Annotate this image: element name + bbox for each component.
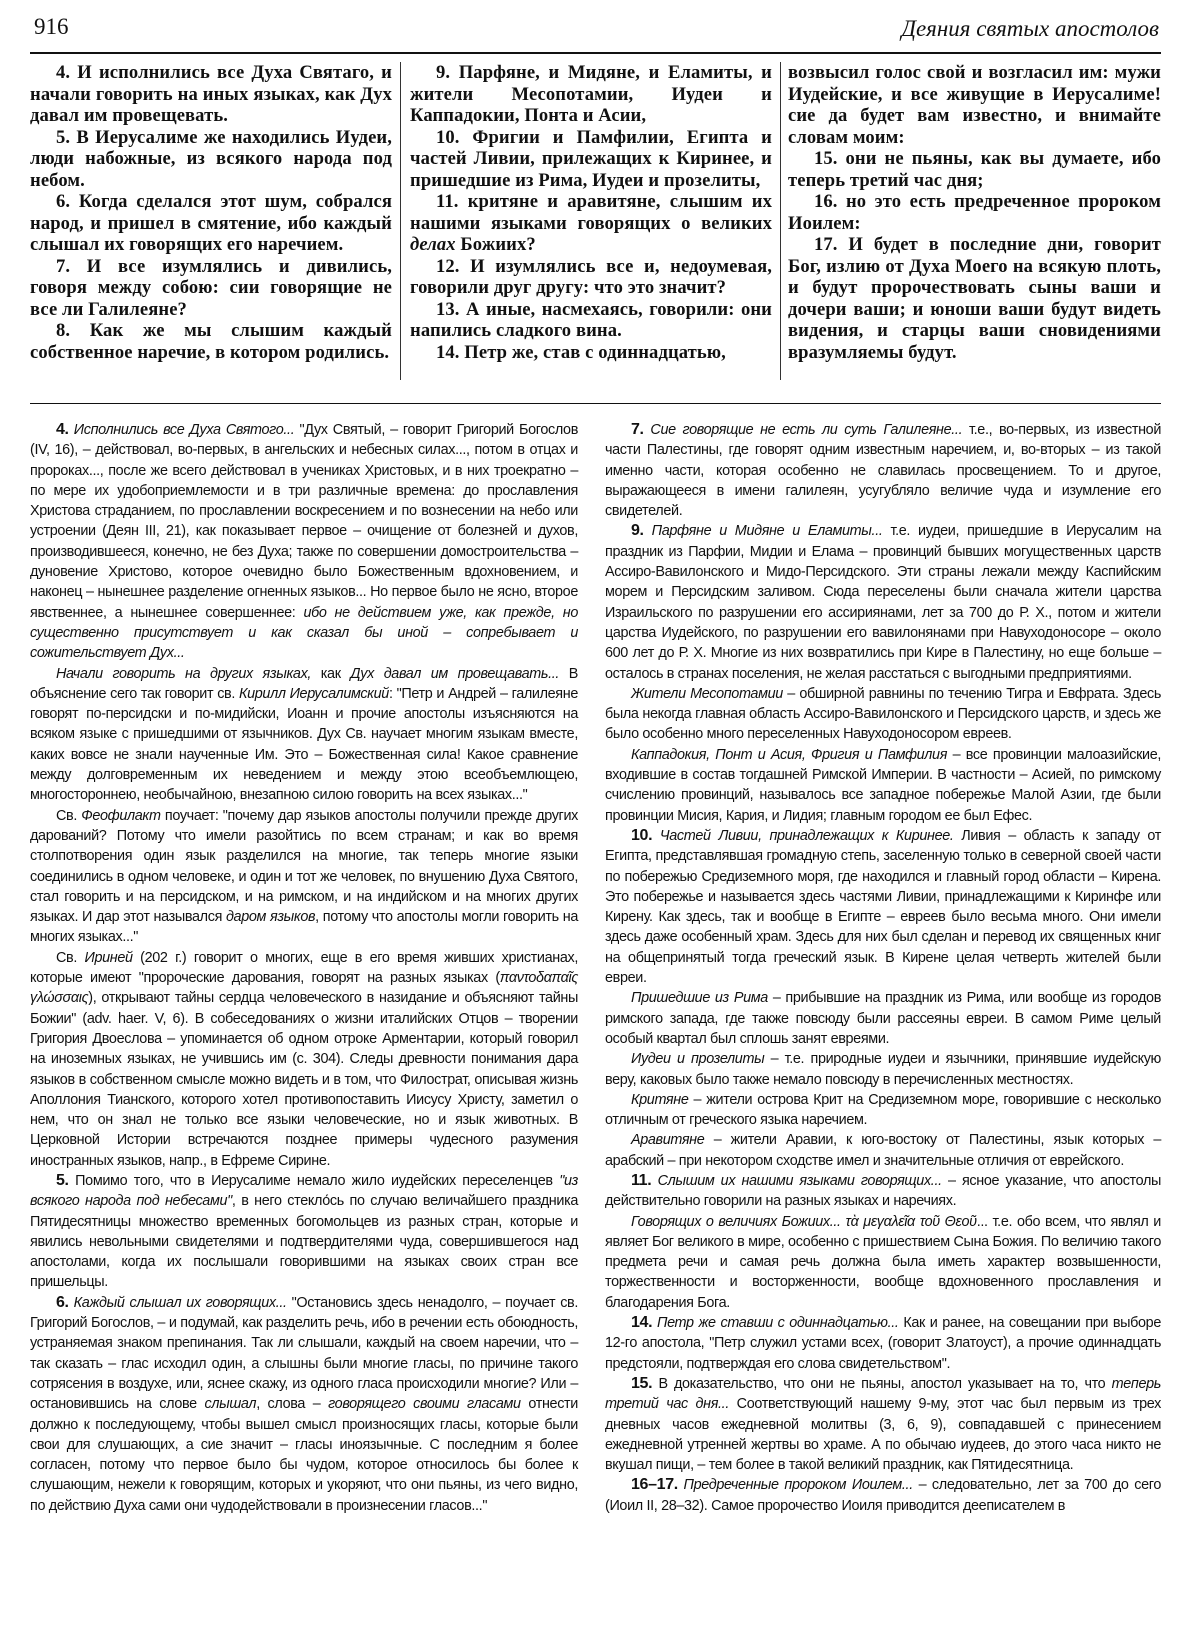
comment-emphasis: говорящего своими гласами	[328, 1396, 521, 1413]
comment-num: 9.	[631, 522, 644, 540]
author-name: Феофилакт	[81, 807, 161, 824]
verse-11-end: Божиих?	[460, 234, 536, 255]
comment-num: 11.	[631, 1171, 652, 1189]
comment-text: т.е. иудеи, пришедшие в Иерусалим на праздник из Парфии, Мидии и Елама – провинций бывших могущественных царств Ассиро-Вавилонского и Мидо-Персидского. Эти страны лежали между Каспийским морем и Персидским заливом. Сюда переселены были сначала жители царства Израильского по разрушении его ассириянами, лет за 700 до Р. Х., потом и жители царства Иудейского, по разрушении его вавилонянами при Навуходоносоре – около 600 лет до Р. Х. Многие из них возвратились при Кире в Палестину, но еще больше – осталось в странах поселения, не желая расстаться с выгодными предприятиями.	[605, 523, 1161, 682]
comment-lemma: Парфяне и Мидяне и Еламиты...	[643, 523, 883, 540]
comment-text: – следовательно, лет за 700 до сего (Иоил II, 28–32). Самое пророчество Иоиля приводится дееписателем в	[605, 1477, 1161, 1514]
verse-10: 10. Фригии и Памфилии, Египта и частей Ливии, прилежащих к Киринее, и пришедшие из Рима, Иудеи и прозелиты,	[410, 126, 772, 191]
comment-lemma: Предреченные пророком Иоилем...	[677, 1477, 913, 1494]
commentary-column-2	[605, 420, 1161, 1516]
bible-column-1	[30, 62, 392, 363]
comment-15	[605, 1374, 1161, 1475]
verse-11-italic: делах	[410, 234, 456, 255]
comment-text: (202 г.) говорит о многих, еще в его время живших христианах, которые имеют "пророческие дарования, говорят на разных языках (	[30, 949, 578, 987]
comment-text-italic: ибо не действием уже, как прежде, но существенно присутствует и как сказал бы иной – сопребывает и сожительствует Дух...	[30, 604, 578, 662]
comment-lemma: Говорящих о величиях Божиих...	[631, 1213, 841, 1230]
comment-text: "Остановись здесь ненадолго, – поучает св. Григорий Богослов, – и подумай, как разделить речь, ибо в речении есть обоюдность, устраняемая знаком препинания. Так ли слышали, каждый на своем наречии, что – так сказать – глас исходил один, а слышны были многие гласы, по причине такого сотрясения в воздухе, или, яснее скажу, из одного гласа происходили многие? Или – остановившись на слове	[30, 1294, 578, 1413]
comment-text: В доказательство, что они не пьяны, апостол указывает на то, что	[652, 1375, 1112, 1392]
comment-lemma: Исполнились все Духа Святого...	[68, 422, 295, 438]
comment-text: "Дух Святый, – говорит Григорий Богослов (IV, 16), – действовал, во-первых, в ангельских и небесных силах..., потом в отцах и пророках..., после же всего действовал в учениках Христовых, и в них троекратно – по мере их удобоприемлемости и в три различные времена: до прославления Христова страданием, по прославлении воскресением и по вознесении на небо или устроении (Деян III, 21), как показывает первое – очищение от болезней и духов, производившееся, конечно, не без Духа; также по совершении домостроительства – дуновение Христово, которое очевидно было Божественным вдохновением, и наконец – нынешнее разделение огненных языков... Но первое было не ясно, второе явственнее, а нынешнее совершеннее:	[30, 422, 578, 621]
comment-9c	[605, 745, 1161, 826]
comment-emphasis: слышал	[204, 1396, 257, 1413]
comment-text: : "Петр и Андрей – галилеяне говорят по-персидски и по-мидийски, Иоанн и прочие апостолы изъясняются на всяком языке с пришедшими от язычников. Дух Св. научает многим языкам вместе, каких вовсе не знали наученные Им. Это – Божественная сила! Какое сравнение между долговременным их неведением и между этою всеобъемлющею, многостороннею, необычайною, внезапною силою говорить на всех языках..."	[30, 685, 578, 804]
greek-phrase: τὰ μεγαλεῖα τοῦ Θεοῦ	[840, 1213, 977, 1230]
running-title: Деяния святых апостолов	[901, 16, 1159, 41]
section-rule	[30, 403, 1161, 404]
column-divider-1	[400, 62, 401, 380]
header-rule	[30, 52, 1161, 54]
comment-lemma: Петр же ставши с одиннадцатью...	[652, 1315, 899, 1332]
comment-14	[605, 1313, 1161, 1374]
comment-num: 15.	[631, 1374, 653, 1392]
comment-4b	[30, 664, 578, 806]
comment-text: ), открывают тайны сердца человеческого в назидание и объясняют тайны Божии" (adv. haer. V, 6). В собеседованиях о жизни италийских Отцов – творении Григория Двоеслова – упоминается об одном отроке Арментарии, который говорил на иноземных языках, не учившись им (с. 304). Следы древности понимания дара языков в собственном смысле можно видеть и в том, что Филострат, описывая жизнь Аполлония Тианского, которого хотел противопоставить Иисусу Христу, заметил о нем, что он знал не только все языки человеческие, но и язык животных. В Церковной Истории встречаются позднее примеры чудесного разумения иностранных языков, напр., в Ефреме Сирине.	[30, 990, 578, 1169]
comment-num: 5.	[56, 1171, 69, 1189]
commentary-column-1	[30, 420, 578, 1516]
comment-11b	[605, 1130, 1161, 1171]
comment-quote: "из всякого народа под небесами"	[30, 1172, 578, 1210]
verse-12: 12. И изумлялись все и, недоумевая, говорили друг другу: что это значит?	[410, 255, 772, 298]
verse-11	[410, 191, 772, 256]
comment-lemma: Сие говорящие не есть ли суть Галилеяне...	[643, 422, 963, 438]
comment-emphasis: теперь третий час дня...	[605, 1375, 1161, 1413]
verse-6: 6. Когда сделался этот шум, собрался народ, и пришел в смятение, ибо каждый слышал их говорящих его наречием.	[30, 191, 392, 255]
comment-text: – жители Аравии, к юго-востоку от Палестины, язык которых – арабский – при некотором сходстве имел и значительные отличия от еврейского.	[605, 1132, 1161, 1169]
column-divider-2	[780, 62, 781, 380]
bible-text-block	[30, 62, 1161, 396]
comment-lemma: Жители Месопотамии	[631, 685, 783, 702]
verse-8: 8. Как же мы слышим каждый собственное наречие, в котором родились.	[30, 320, 392, 363]
comment-text: как	[311, 665, 351, 682]
verse-17: 17. И будет в последние дни, говорит Бог, излию от Духа Моего на всякую плоть, и будут пророчествовать сыны ваши и дочери ваши; и юноши ваши будут видеть видения, и старцы ваши сновидениями вразумляемы будут.	[788, 234, 1161, 363]
verse-5: 5. В Иерусалиме же находились Иудеи, люди набожные, из всякого народа под небом.	[30, 126, 392, 191]
comment-text: Помимо того, что в Иерусалиме немало жило иудейских переселенцев	[68, 1172, 560, 1189]
verse-7: 7. И все изумлялись и дивились, говоря между собою: сии говорящие не все ли Галилеяне?	[30, 255, 392, 320]
verse-14: 14. Петр же, став с одиннадцатью,	[436, 341, 726, 363]
verse-4: 4. И исполнились все Духа Святаго, и начали говорить на иных языках, как Дух давал им провещевать.	[30, 62, 392, 126]
comment-text: Как и ранее, на совещании при выборе 12-го апостола, "Петр служил устами всех, (говорит Златоуст), а прочие одиннадцать предстояли, подтверждая его слова свидетельством".	[605, 1315, 1161, 1372]
comment-text: – все провинции малоазийские, входившие в состав тогдашней Римской Империи. В частности – Асией, по римскому счислению провинций, называлось все западное побережье Малой Азии, где были провинции Мисия, Кария, и Лидия; главным городом ее был Ефес.	[605, 746, 1162, 824]
comment-10	[605, 826, 1161, 988]
comment-11	[605, 1171, 1161, 1212]
comment-10c	[605, 1049, 1161, 1090]
comment-text: Св.	[56, 807, 82, 824]
comment-text: Соответствующий нашему 9-му, этот час был первым из трех дневных часов ежедневной молитвы (3, 6, 9), совпадавшей с принесением ежедневной утренней жертвы во храме. А по обычаю иудеев, до этого часа никто не вкушал пищи, – тем более в такой великий праздник, как Пятидесятница.	[605, 1396, 1161, 1474]
bible-column-2	[410, 62, 772, 363]
verse-14-cont: возвысил голос свой и возгласил им: мужи Иудейские, и все живущие в Иерусалиме! сие да будет вам известно, и внимайте словам моим:	[788, 62, 1161, 148]
comment-lemma: Аравитяне	[631, 1132, 705, 1149]
comment-4c	[30, 806, 578, 948]
comment-6	[30, 1293, 578, 1516]
page-number: 916	[34, 14, 69, 39]
comment-num: 7.	[631, 421, 644, 438]
comment-text: В объяснение сего так говорит св.	[30, 665, 578, 702]
comment-num: 6.	[56, 1293, 69, 1311]
bible-column-3	[788, 62, 1161, 363]
author-name: Ириней	[84, 949, 133, 966]
comment-num: 4.	[56, 421, 69, 438]
comment-num: 10.	[631, 826, 653, 844]
comment-text: Ливия – область к западу от Египта, представлявшая громадную степь, заселенную только в северной своей части по побережью Средиземного моря, где находился и главный город области – Кирена. Это побережье и называется здесь частями Ливии, принадлежащими к Киринфе или Кирену. Как здесь, так и вообще в Египте – евреев было весьма много. Они имели здесь даже особенный храм. Здесь для них был сделан и перевод их священных книг на общепринятый тогда греческий язык. В Кирене целая четверть жителей были евреи.	[605, 827, 1161, 987]
comment-text: , потому что апостолы могли говорить на многих языках..."	[30, 909, 578, 946]
comment-text: – т.е. природные иудеи и язычники, принявшие иудейскую веру, каковых было также немало повсюду в перечисленных местностях.	[605, 1051, 1162, 1088]
greek-phrase: παντοδαπαῖς γλώσσαις	[30, 970, 578, 1007]
comment-10b	[605, 988, 1161, 1049]
comment-5	[30, 1171, 578, 1293]
verse-11-text: 11. критяне и аравитяне, слышим их нашими языками говорящих о великих	[410, 191, 772, 234]
comment-11c	[605, 1212, 1161, 1313]
author-name: Кирилл Иерусалимский	[238, 685, 389, 702]
verse-16: 16. но это есть предреченное пророком Иоилем:	[788, 191, 1161, 234]
comment-text: – обширной равнины по течению Тигра и Евфрата. Здесь была некогда главная область Ассиро-Вавилонского и Персидского царств, и здесь же было особенно много переселенных Навуходоносором евреев.	[605, 685, 1161, 743]
comment-lemma: Слышим их нашими языками говорящих...	[651, 1172, 942, 1189]
verse-15: 15. они не пьяны, как вы думаете, ибо теперь третий час дня;	[788, 148, 1161, 191]
comment-7	[605, 420, 1161, 521]
comment-lemma: Критяне	[631, 1091, 689, 1108]
comment-text: – ясное указание, что апостолы действительно говорили на разных языках и наречиях.	[605, 1172, 1162, 1210]
comment-text: поучает: "почему дар языков апостолы получили прежде других дарований? Потому что имели разойтись по всем странам; и как во время столпотворения один язык разделился на многие, так теперь многие языки соединились в одном человеке, и один и тот же человек, по внушению Духа Святого, стал говорить и на персидском, и на римском, и на индийском и на многих других языках. И дар этот назывался	[30, 807, 578, 926]
comment-lemma: Частей Ливии, принадлежащих к Киринее.	[652, 827, 954, 844]
comment-9	[605, 521, 1161, 683]
comment-text: , в него стекло́сь по случаю величайшего праздника Пятидесятницы множество временных богомольцев из разных стран, которые и явились невольными свидетелями и подтвердителями чуда, совершившегося над апостолами, когда их послышали говорившими на языках своих стран все пришельцы.	[30, 1193, 578, 1291]
comment-4	[30, 420, 578, 664]
comment-lemma: Пришедшие из Рима	[631, 990, 768, 1007]
verse-9: 9. Парфяне, и Мидяне, и Еламиты, и жители Месопотамии, Иудеи и Каппадокии, Понта и Асии,	[410, 62, 772, 126]
comment-text: – прибывшие на праздник из Рима, или вообще из городов римского запада, где также повсюду были рассеяны евреи. В самом Риме целый особый квартал был сплошь занят евреями.	[605, 990, 1161, 1047]
comment-lemma: Каппадокия, Понт и Асия, Фригия и Памфилия	[631, 746, 948, 763]
comment-11a	[605, 1090, 1161, 1131]
comment-16-17	[605, 1475, 1161, 1516]
comment-text: Св.	[56, 949, 85, 966]
comment-text: т.е., во-первых, из известной части Палестины, где говорят одним известным наречием, и, во-вторых – из такой именно части, которая особенно не славилась просвещением. То и другое, выражающееся в имени галилеян, усугубляло величие чуда и изумление его свидетелей.	[605, 422, 1162, 520]
comment-num: 14.	[631, 1314, 653, 1332]
comment-emphasis: даром языков	[225, 909, 316, 926]
comment-text: , слова –	[256, 1396, 329, 1413]
comment-text: ... т.е. обо всем, что являл и являет Бог великого в мире, особенно с пришествием Сына Божия. По величию такого предмета речи и самая речь должна была иметь характер возвышенности, торжественности и восторженности, вообще вдохновенного прославления и благодарения Бога.	[605, 1213, 1161, 1311]
comment-9b	[605, 684, 1161, 745]
comment-lemma: Начали говорить на других языках,	[56, 665, 312, 682]
comment-lemma: Каждый слышал их говорящих...	[68, 1294, 287, 1311]
verse-13: 13. А иные, насмехаясь, говорили: они напились сладкого вина.	[410, 298, 772, 341]
comment-num: 16–17.	[631, 1476, 678, 1494]
comment-text: отнести должно к последующему, чтобы вышел смысл произносящих гласы, которые были свои для слушающих, а сие значит – гласы иноязычные. С последним я более согласен, потому что первое было бы чудом, которое относилось бы более к слушающим, нежели к говорящим, которых и укоряют, что они пьяны, из чего видно, по действию Духа сами они чудодействовали в произнесении гласов..."	[30, 1396, 578, 1514]
comment-text: – жители острова Крит на Средиземном море, говорившие с несколько отличным от греческого языка наречием.	[605, 1091, 1161, 1129]
comment-lemma: Иудеи и прозелиты	[631, 1051, 765, 1068]
comment-lemma: Дух давал им провещавать...	[350, 665, 560, 682]
comment-4d	[30, 948, 578, 1171]
